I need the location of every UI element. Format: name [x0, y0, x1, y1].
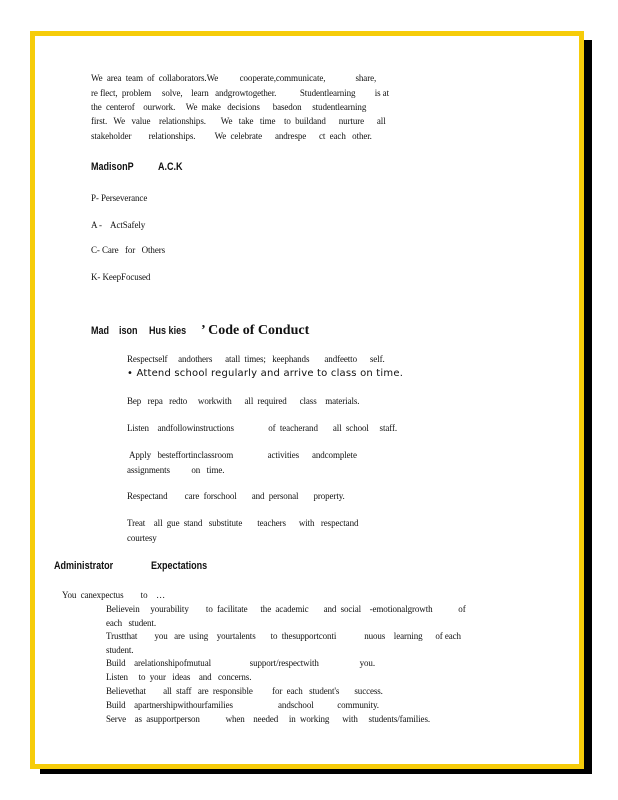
pack-item-k: K- KeepFocused	[91, 272, 151, 282]
admin-item-cont: each student.	[106, 618, 156, 628]
admin-item: Serve as asupportperson when needed in working with students/families.	[106, 714, 430, 724]
intro-line: We area team of collaborators.We cooperate,communicate, share,	[91, 73, 377, 83]
admin-item: Believein yourability to facilitate the academic and social -emotionalgrowth of	[106, 604, 466, 614]
admin-title-b: Expectations	[151, 560, 208, 572]
code-title-c: Hus kies	[149, 325, 187, 337]
pack-title-a: MadisonP	[91, 161, 134, 173]
intro-line: stakeholder relationships. We celebrate andrespe ct each other.	[91, 131, 372, 141]
code-item: Apply besteffortinclassroom activities andcomplete	[129, 450, 357, 460]
code-item: Bep repa redto workwith all required class materials.	[127, 396, 360, 406]
admin-lead: You canexpectus to …	[62, 590, 165, 600]
pack-item-a: A - ActSafely	[91, 220, 146, 230]
code-item: Treat all gue stand substitute teachers with respectand	[127, 518, 359, 528]
pack-item-c: C- Care for Others	[91, 245, 166, 255]
code-item-attend: • Attend school regularly and arrive to class on time.	[127, 368, 404, 379]
admin-item-cont: student.	[106, 645, 134, 655]
code-item: Respectand care forschool and personal property.	[127, 491, 345, 501]
code-item-cont: courtesy	[127, 533, 157, 543]
intro-line: first. We value relationships. We take time to buildand nurture all	[91, 116, 386, 126]
code-item-cont: assignments on time.	[127, 465, 225, 475]
admin-item: Believethat all staff are responsible for each student's success.	[106, 686, 383, 696]
admin-item: Trustthat you are using yourtalents to thesupportconti nuous learning of each	[106, 631, 461, 641]
code-title-d: ’ Code of Conduct	[201, 323, 310, 338]
admin-item: Build apartnershipwithourfamilies andschool community.	[106, 700, 379, 710]
code-title-a: Mad	[91, 325, 110, 337]
admin-title-a: Administrator	[54, 560, 114, 572]
code-title-b: ison	[119, 325, 138, 337]
intro-line: the centerof ourwork. We make decisions basedon studentlearning	[91, 102, 367, 112]
admin-item: Listen to your ideas and concerns.	[106, 672, 252, 682]
pack-item-p: P- Perseverance	[91, 193, 148, 203]
code-item: Respectself andothers atall times; keephands andfeetto self.	[127, 354, 385, 364]
intro-line: re flect, problem solve, learn andgrowtogether. Studentlearning is at	[91, 88, 389, 98]
pack-title-b: A.C.K	[158, 161, 183, 173]
code-item: Listen andfollowinstructions of teacherand all school staff.	[127, 423, 398, 433]
admin-item: Build arelationshipofmutual support/respectwith you.	[106, 658, 375, 668]
